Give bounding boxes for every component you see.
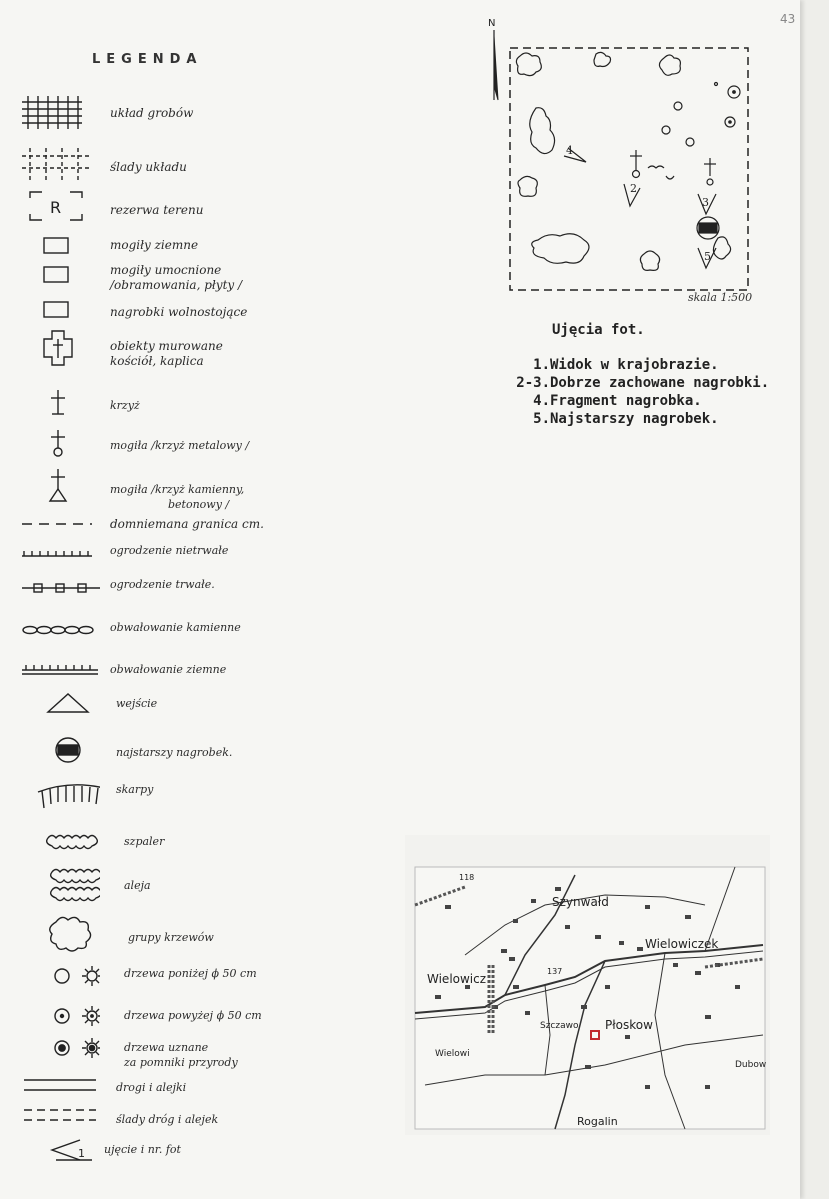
legend-label-trees-monument: drzewa uznane za pomniki przyrody bbox=[124, 1041, 238, 1069]
hedge-marker bbox=[648, 166, 674, 179]
legend-label-reinforced-graves: mogiły umocnione /obramowania, płyty / bbox=[110, 263, 243, 292]
map-label-dubow: Dubow bbox=[735, 1060, 767, 1070]
legend-label-tombstones: nagrobki wolnostojące bbox=[110, 305, 248, 319]
svg-text:4: 4 bbox=[566, 144, 573, 157]
reserve-icon bbox=[30, 192, 82, 220]
photo-captions-title: Ujęcia fot. bbox=[552, 322, 645, 338]
legend-label-boundary: domniemana granica cm. bbox=[110, 517, 264, 531]
trees-small-icon bbox=[55, 966, 100, 986]
photo-caption-item: 1.Widok w krajobrazie. bbox=[533, 357, 719, 373]
legend-label-earth-wall: obwałowanie ziemne bbox=[110, 663, 227, 676]
cross-icon bbox=[51, 390, 65, 414]
grid-graves-icon bbox=[22, 96, 82, 129]
reinforced-graves-icon bbox=[44, 267, 68, 282]
oldest-grave-icon bbox=[56, 738, 80, 762]
trees-large-icon bbox=[55, 1006, 100, 1026]
legend-title: LEGENDA bbox=[92, 52, 203, 67]
legend-label-church: obiekty murowane kościół, kaplica bbox=[110, 339, 223, 368]
photo-caption-item: 2-3.Dobrze zachowane nagrobki. bbox=[516, 375, 770, 391]
photo-arrow-2 bbox=[624, 182, 640, 206]
legend-label-grid-graves: układ grobów bbox=[110, 106, 194, 120]
legend-label-entrance: wejście bbox=[116, 697, 158, 710]
earth-graves-icon bbox=[44, 238, 68, 253]
location-map bbox=[405, 835, 770, 1135]
grave-traces-icon bbox=[22, 148, 90, 180]
photo-arrow-3 bbox=[698, 194, 716, 214]
svg-text:1: 1 bbox=[78, 1147, 85, 1160]
legend-label-earth-graves: mogiły ziemne bbox=[110, 238, 199, 252]
map-label-szynwald: Szynwałd bbox=[552, 895, 609, 909]
map-label-wielowi: Wielowi bbox=[435, 1049, 470, 1059]
photo-caption-item: 5.Najstarszy nagrobek. bbox=[533, 411, 719, 427]
map-label-rogalin: Rogalin bbox=[577, 1115, 618, 1128]
legend-label-stone-wall: obwałowanie kamienne bbox=[110, 621, 241, 634]
legend-label-oldest-grave: najstarszy nagrobek. bbox=[116, 746, 233, 759]
cross-stone-marker bbox=[704, 158, 716, 185]
svg-text:5: 5 bbox=[704, 250, 711, 263]
svg-text:R: R bbox=[50, 198, 62, 217]
shrub-group bbox=[516, 52, 730, 270]
church-icon bbox=[44, 331, 72, 365]
entrance-triangle-icon bbox=[48, 694, 88, 712]
photo-arrow-4 bbox=[564, 144, 586, 162]
map-label-wielowicz: Wielowicz bbox=[427, 972, 487, 986]
road-icon bbox=[24, 1080, 96, 1090]
hedge-icon bbox=[47, 836, 98, 849]
cross-metal-marker bbox=[630, 150, 642, 178]
legend-label-metal-cross: mogiła /krzyż metalowy / bbox=[110, 439, 250, 452]
legend-label-stone-cross: mogiła /krzyż kamienny, betonowy / bbox=[110, 483, 245, 511]
svg-text:N: N bbox=[488, 18, 496, 29]
legend-label-permanent-fence: ogrodzenie trwałe. bbox=[110, 578, 215, 591]
stone-wall-icon bbox=[23, 627, 93, 634]
map-label-wielowiczek: Wielowiczek bbox=[645, 937, 719, 951]
svg-text:3: 3 bbox=[702, 196, 709, 209]
legend-symbols bbox=[20, 96, 100, 1176]
trees-monument-icon bbox=[55, 1038, 100, 1058]
legend-label-hedge: szpaler bbox=[124, 835, 165, 848]
map-label-ploskow: Płoskow bbox=[605, 1018, 653, 1032]
legend-label-trees-small: drzewa poniżej ϕ 50 cm bbox=[124, 967, 257, 980]
legend-label-photo: ujęcie i nr. fot bbox=[104, 1143, 181, 1156]
legend-label-trees-large: drzewa powyżej ϕ 50 cm bbox=[124, 1009, 262, 1022]
legend-label-grave-traces: ślady układu bbox=[110, 160, 187, 174]
stone-cross-icon bbox=[50, 469, 66, 501]
svg-text:2: 2 bbox=[630, 182, 637, 195]
earth-wall-icon bbox=[22, 665, 98, 674]
legend-label-road-traces: ślady dróg i alejek bbox=[116, 1113, 219, 1126]
legend-label-reserve: rezerwa terenu bbox=[110, 203, 204, 217]
page-number: 43 bbox=[780, 12, 796, 26]
slope-icon bbox=[38, 785, 100, 808]
legend-label-temporary-fence: ogrodzenie nietrwałe bbox=[110, 544, 229, 557]
metal-cross-icon bbox=[51, 430, 65, 456]
tree-group bbox=[662, 83, 740, 147]
cemetery-boundary bbox=[510, 48, 748, 290]
legend-label-cross: krzyż bbox=[110, 399, 140, 412]
legend-label-alley: aleja bbox=[124, 879, 151, 892]
legend-label-roads: drogi i alejki bbox=[116, 1081, 187, 1094]
photo-captions-list bbox=[510, 356, 769, 428]
permanent-fence-icon bbox=[22, 584, 100, 592]
oldest-grave-marker bbox=[697, 217, 719, 239]
alley-icon bbox=[51, 870, 100, 901]
map-label-elevation-118: 118 bbox=[459, 873, 475, 882]
map-label-elevation-137: 137 bbox=[547, 967, 563, 976]
legend-label-slopes: skarpy bbox=[116, 783, 154, 796]
north-arrow-icon bbox=[484, 16, 504, 102]
free-standing-tombstones-icon bbox=[44, 302, 68, 317]
temporary-fence-icon bbox=[22, 551, 92, 556]
road-traces-icon bbox=[24, 1110, 96, 1120]
photo-arrow-icon bbox=[52, 1140, 92, 1160]
photo-caption-item: 4.Fragment nagrobka. bbox=[533, 393, 702, 409]
scale-label: skala 1:500 bbox=[688, 291, 753, 304]
legend-label-shrubs: grupy krzewów bbox=[128, 931, 214, 944]
shrubs-icon bbox=[50, 917, 91, 951]
site-plan bbox=[506, 44, 756, 296]
map-label-szczawo: Szczawo bbox=[540, 1021, 579, 1031]
